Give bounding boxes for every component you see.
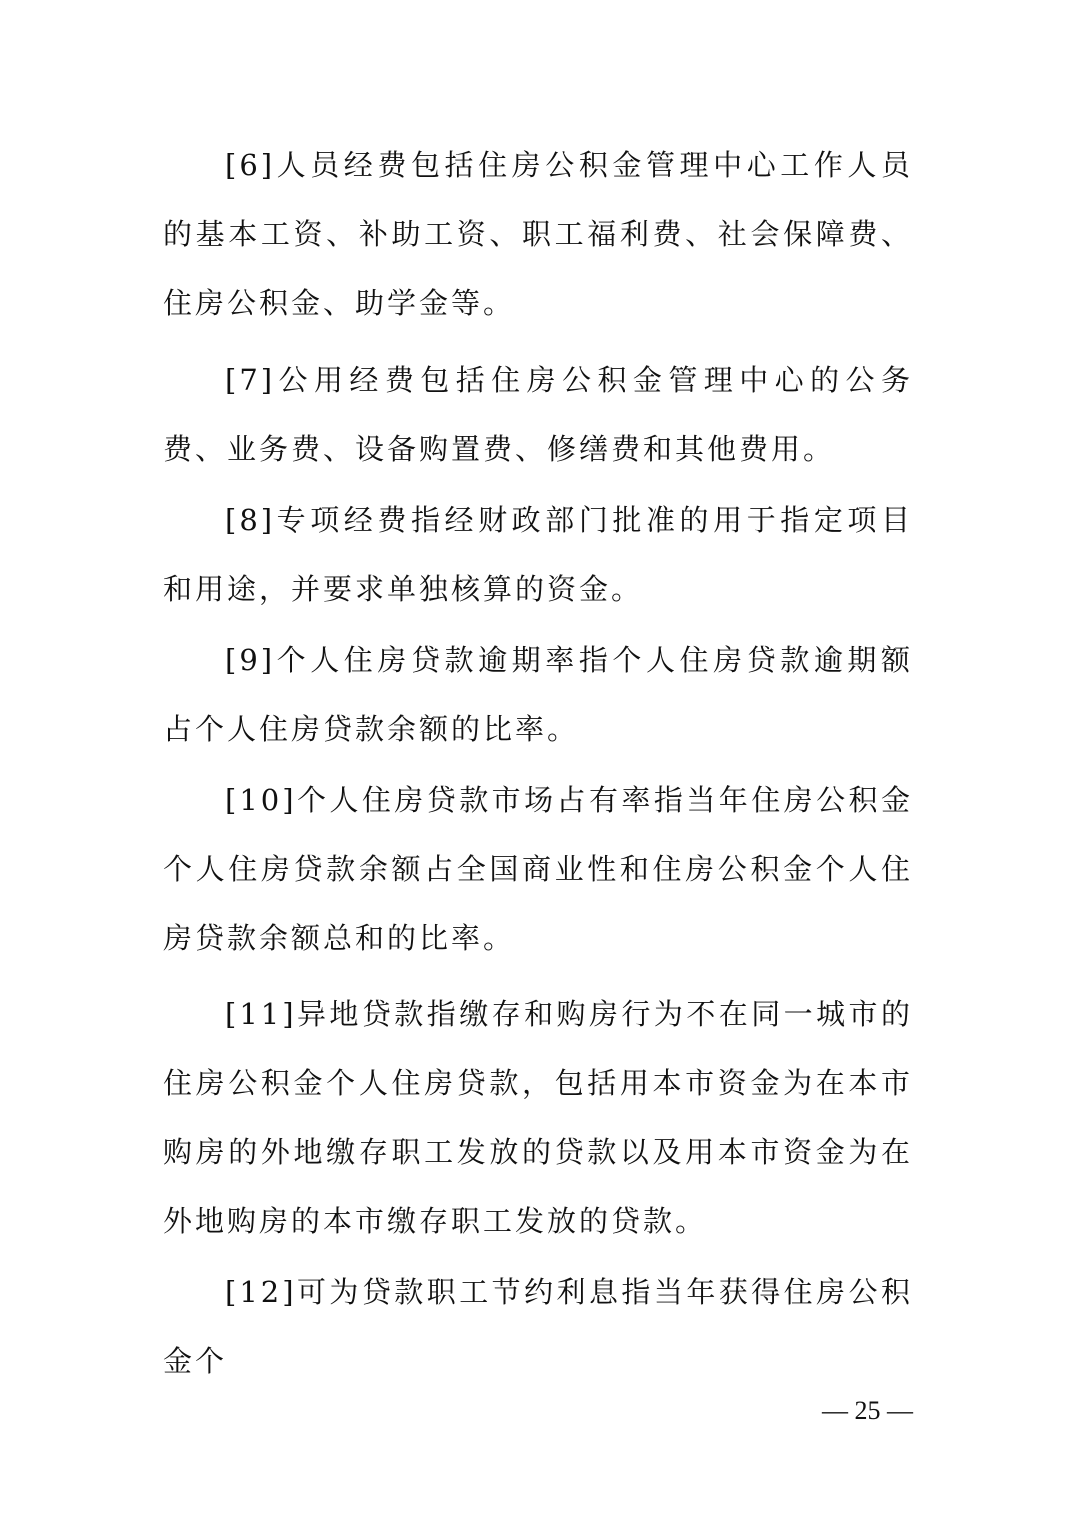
footnote-8: [8]专项经费指经财政部门批准的用于指定项目和用途，并要求单独核算的资金。: [163, 503, 913, 606]
page-number: — 25 —: [822, 1396, 913, 1425]
footnote-7: [7]公用经费包括住房公积金管理中心的公务费、业务费、设备购置费、修缮费和其他费用。: [163, 363, 913, 466]
footnote-12: [12]可为贷款职工节约利息指当年获得住房公积金个: [163, 1275, 913, 1378]
footnote-11: [11]异地贷款指缴存和购房行为不在同一城市的住房公积金个人住房贷款，包括用本市资金为在本市购房的外地缴存职工发放的贷款以及用本市资金为在外地购房的本市缴存职工发放的贷款。: [163, 997, 913, 1238]
footnote-9: [9]个人住房贷款逾期率指个人住房贷款逾期额占个人住房贷款余额的比率。: [163, 643, 913, 746]
footnote-10: [10]个人住房贷款市场占有率指当年住房公积金个人住房贷款余额占全国商业性和住房公积金个人住房贷款余额总和的比率。: [163, 783, 913, 955]
footnote-6: [6]人员经费包括住房公积金管理中心工作人员的基本工资、补助工资、职工福利费、社会保障费、住房公积金、助学金等。: [163, 148, 913, 320]
